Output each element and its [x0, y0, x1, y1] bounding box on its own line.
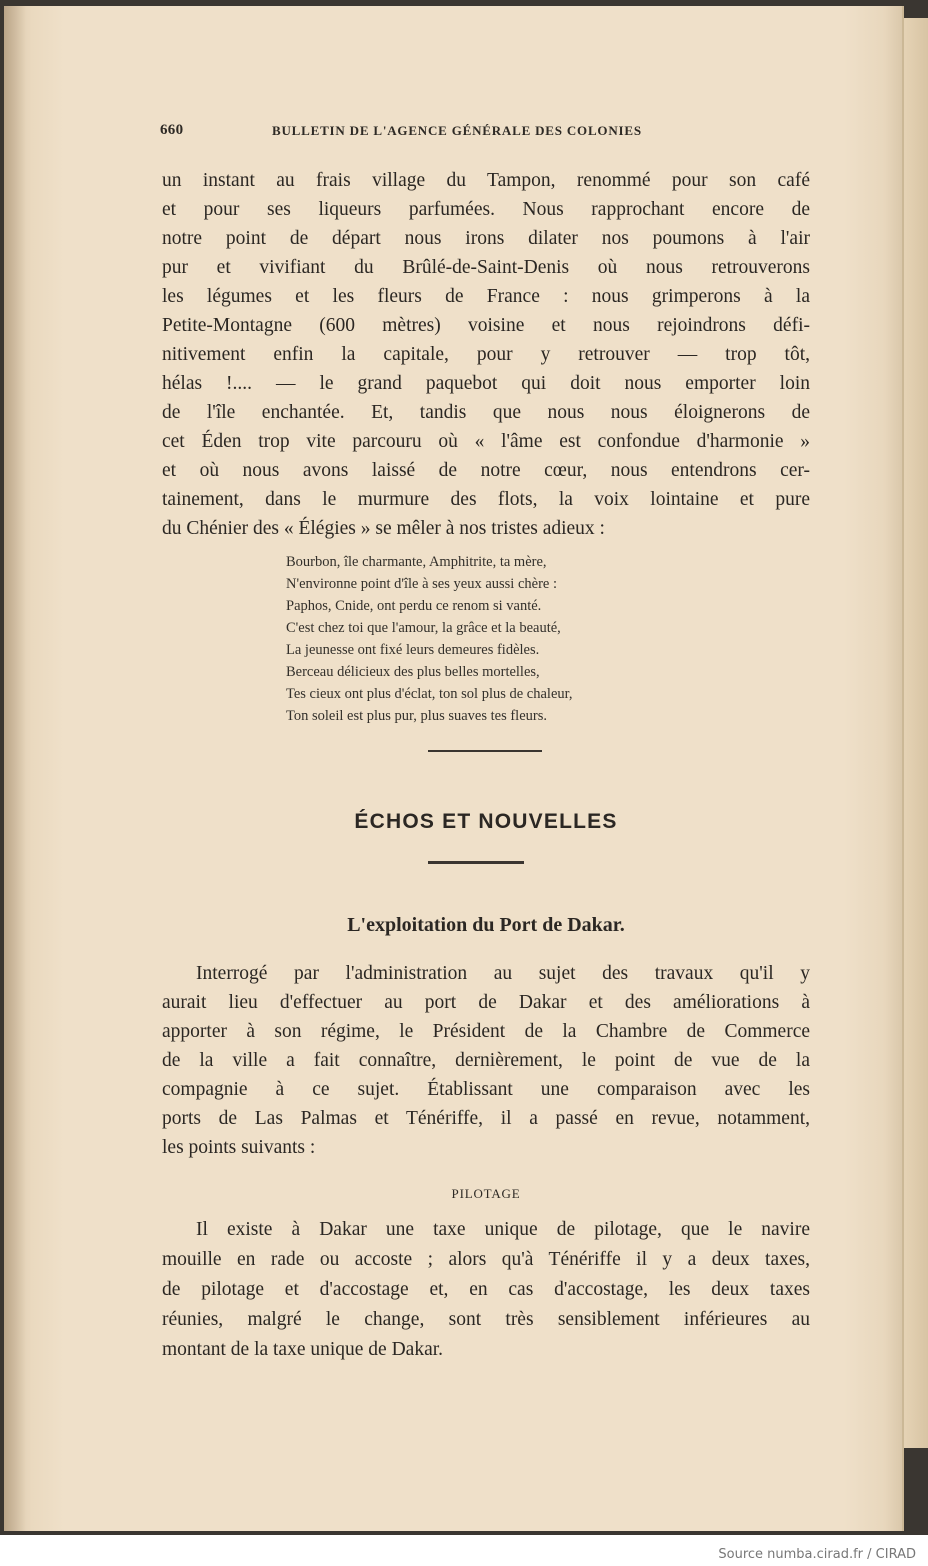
text-line: cet Éden trop vite parcouru où « l'âme est confondue d'harmonie »	[162, 431, 810, 452]
text-line: Il existe à Dakar une taxe unique de pilotage, que le navire	[196, 1219, 810, 1240]
text-line: les points suivants :	[162, 1137, 316, 1158]
text-line: Petite-Montagne (600 mètres) voisine et nous rejoindrons défi-	[162, 315, 810, 336]
text-line: aurait lieu d'effectuer au port de Dakar et des améliorations à	[162, 992, 810, 1013]
text-line: de la ville a fait connaître, dernièrement, le point de vue de la	[162, 1050, 810, 1071]
text-line: pur et vivifiant du Brûlé-de-Saint-Denis où nous retrouverons	[162, 257, 810, 278]
text-line: Interrogé par l'administration au sujet des travaux qu'il y	[196, 963, 810, 984]
text-line: hélas !.... — le grand paquebot qui doit nous emporter loin	[162, 373, 810, 394]
text-line: compagnie à ce sujet. Établissant une comparaison avec les	[162, 1079, 810, 1100]
text-line: nitivement enfin la capitale, pour y retrouver — trop tôt,	[162, 344, 810, 365]
text-line: notre point de départ nous irons dilater nos poumons à l'air	[162, 228, 810, 249]
text-line: ports de Las Palmas et Ténériffe, il a passé en revue, notamment,	[162, 1108, 810, 1129]
poem-line: Ton soleil est plus pur, plus suaves tes fleurs.	[286, 708, 547, 724]
text-line: les légumes et les fleurs de France : nous grimperons à la	[162, 286, 810, 307]
section-title: ÉCHOS ET NOUVELLES	[354, 810, 618, 833]
poem-line: Paphos, Cnide, ont perdu ce renom si vanté.	[286, 598, 542, 614]
separator-rule	[428, 750, 542, 752]
running-header	[160, 122, 810, 142]
running-title: BULLETIN DE L'AGENCE GÉNÉRALE DES COLONIES	[272, 123, 642, 138]
page-number: 660	[160, 122, 184, 138]
text-line: apporter à son régime, le Président de la Chambre de Commerce	[162, 1021, 810, 1042]
subheading-pilotage: PILOTAGE	[451, 1186, 521, 1201]
source-credit: Source numba.cirad.fr / CIRAD	[718, 1547, 916, 1562]
poem-line: Tes cieux ont plus d'éclat, ton sol plus de chaleur,	[286, 686, 573, 702]
article-title: L'exploitation du Port de Dakar.	[347, 914, 625, 936]
text-line: réunies, malgré le change, sont très sensiblement inférieures au	[162, 1309, 810, 1330]
gutter-shadow	[4, 6, 26, 1531]
text-line: et où nous avons laissé de notre cœur, nous entendrons cer-	[162, 460, 810, 481]
text-line: du Chénier des « Élégies » se mêler à nos tristes adieux :	[162, 518, 605, 539]
adjacent-page-edge	[902, 18, 928, 1448]
text-line: un instant au frais village du Tampon, renommé pour son café	[162, 170, 810, 191]
poem-line: N'environne point d'île à ses yeux aussi chère :	[286, 576, 557, 592]
text-line: tainement, dans le murmure des flots, la voix lointaine et pure	[162, 489, 810, 510]
text-line: et pour ses liqueurs parfumées. Nous rapprochant encore de	[162, 199, 810, 220]
poem-line: Bourbon, île charmante, Amphitrite, ta mère,	[286, 554, 547, 570]
text-line: mouille en rade ou accoste ; alors qu'à Ténériffe il y a deux taxes,	[162, 1249, 810, 1270]
poem-line: C'est chez toi que l'amour, la grâce et la beauté,	[286, 620, 561, 636]
poem-line: La jeunesse ont fixé leurs demeures fidèles.	[286, 642, 540, 658]
section-rule	[428, 861, 524, 864]
text-line: de l'île enchantée. Et, tandis que nous nous éloignerons de	[162, 402, 810, 423]
text-line: montant de la taxe unique de Dakar.	[162, 1339, 444, 1360]
poem-line: Berceau délicieux des plus belles mortelles,	[286, 664, 540, 680]
text-line: de pilotage et d'accostage et, en cas d'accostage, les deux taxes	[162, 1279, 810, 1300]
